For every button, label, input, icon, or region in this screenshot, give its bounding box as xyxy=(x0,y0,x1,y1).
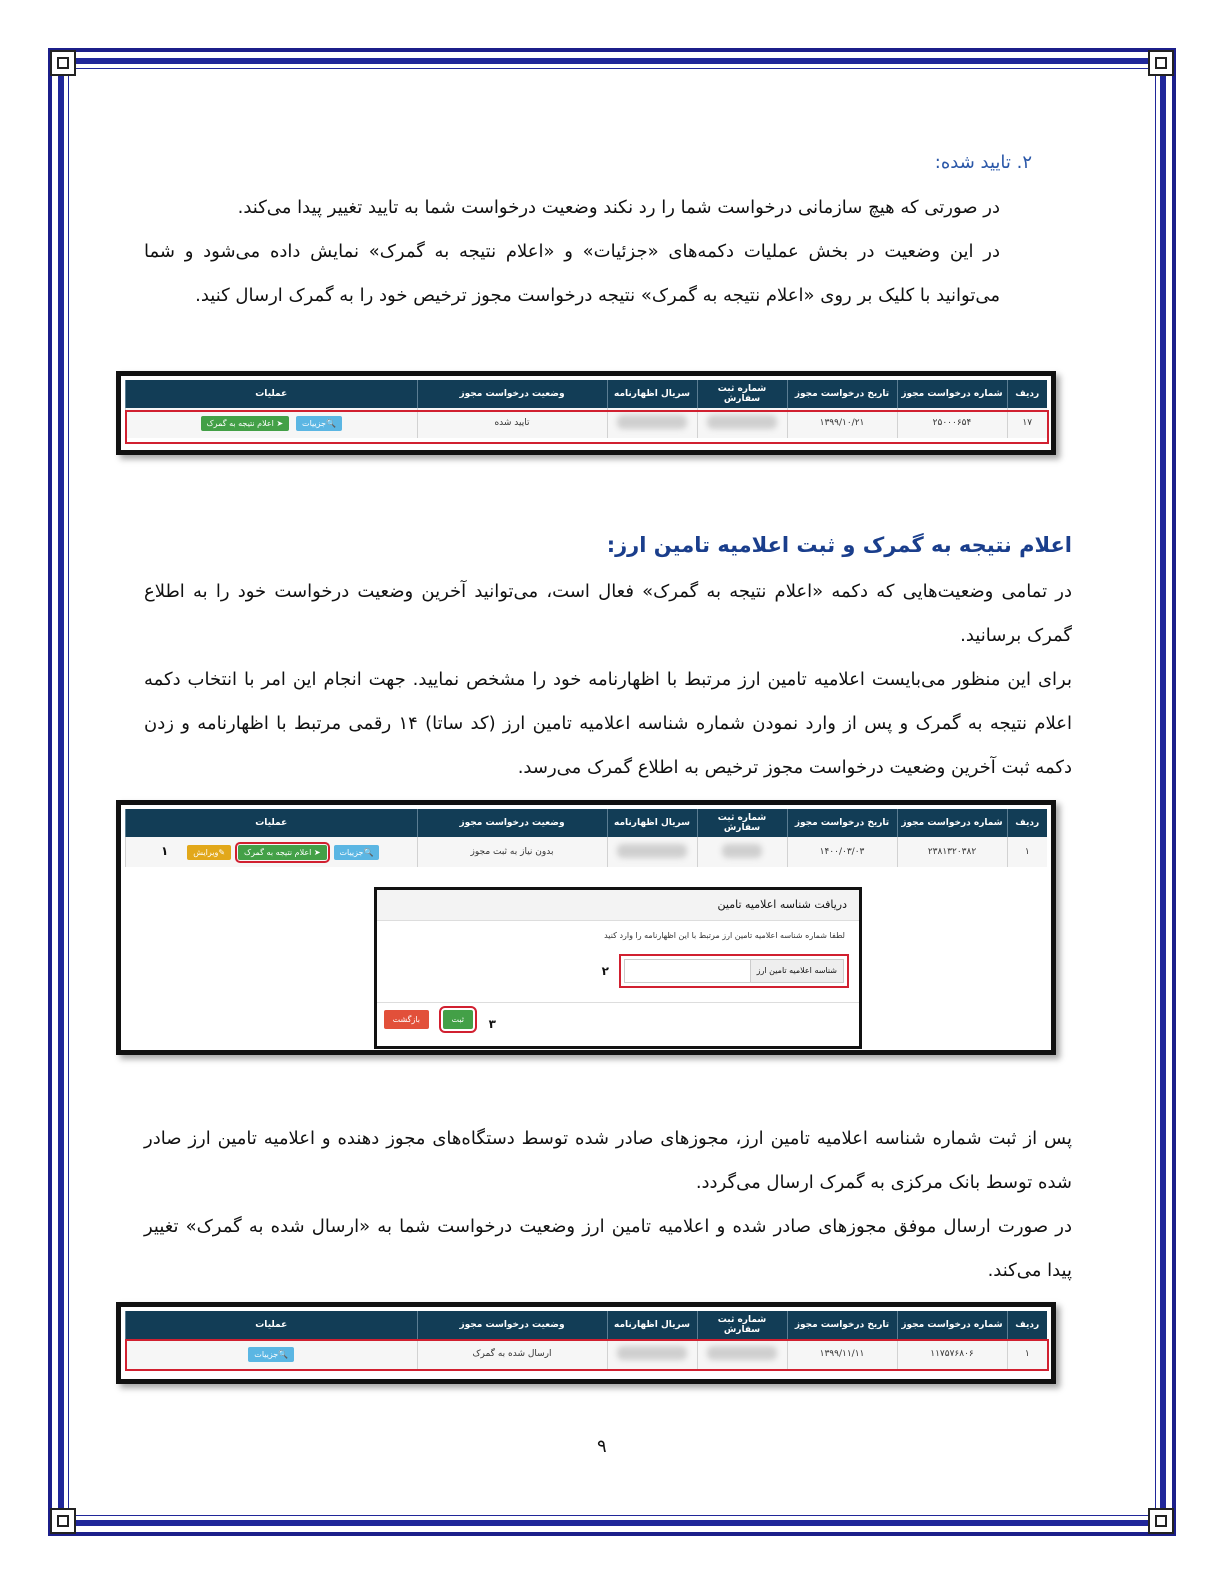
col-header: ردیف xyxy=(1007,380,1047,408)
details-button[interactable] xyxy=(334,845,380,860)
cell-index: ۱ xyxy=(1007,1339,1047,1369)
cell-request-no: ۱۱۷۵۷۶۸۰۶ xyxy=(897,1339,1007,1369)
frame-corner-ornament xyxy=(1148,1508,1174,1534)
sata-input-label: شناسه اعلامیه تامین ارز xyxy=(750,959,844,983)
col-header: ردیف xyxy=(1007,1311,1047,1339)
cell-serial-blurred xyxy=(607,837,697,867)
col-header: شماره درخواست مجوز xyxy=(897,1311,1007,1339)
col-header: شماره ثبت سفارش xyxy=(697,380,787,408)
notify-customs-button-label: اعلام نتیجه به گمرک xyxy=(206,418,274,428)
requests-table xyxy=(125,809,1047,867)
paragraph: برای این منظور می‌بایست اعلامیه تامین ارز مرتبط با اظهارنامه خود را مشخص نمایید. جهت انجام این امر با انتخاب دکمه اعلام نتیجه به گمرک و پس از وارد نمودن شماره شناسه اعلامیه تامین ارز (کد ساتا) ۱۴ رقمی مرتبط با اظهارنامه و زدن دکمه ثبت آخرین وضعیت درخواست مجوز ترخیص به اطلاع گمرک می‌رسد. xyxy=(144,669,1072,778)
col-header: سریال اظهارنامه xyxy=(607,809,697,837)
col-header: عملیات xyxy=(126,380,418,408)
cell-order-no-blurred xyxy=(697,837,787,867)
col-header: شماره ثبت سفارش xyxy=(697,1311,787,1339)
highlight-box xyxy=(125,1339,1049,1371)
highlight-box xyxy=(125,410,1049,444)
screenshot-table-approved xyxy=(116,371,1056,455)
col-header: عملیات xyxy=(126,1311,418,1339)
page-number: ۹ xyxy=(597,1436,607,1457)
cell-status: بدون نیاز به ثبت مجوز xyxy=(417,837,607,867)
cell-date: ۱۳۹۹/۱۰/۲۱ xyxy=(787,408,897,438)
step-number: ۱ xyxy=(161,844,169,858)
paragraph: در این وضعیت در بخش عملیات دکمه‌های «جزئیات» و «اعلام نتیجه به گمرک» نمایش داده می‌شود و شما می‌توانید با کلیک بر روی «اعلام نتیجه به گمرک» نتیجه درخواست مجوز ترخیص خود را به گمرک ارسال کنید. xyxy=(144,241,1000,306)
col-header: وضعیت درخواست مجوز xyxy=(417,809,607,837)
cell-status: تایید شده xyxy=(417,408,607,438)
section-notify-text xyxy=(144,570,1072,790)
col-header: عملیات xyxy=(126,809,418,837)
step-number: ۳ xyxy=(488,1017,496,1031)
notify-customs-button-label: اعلام نتیجه به گمرک xyxy=(243,848,312,857)
details-button-label: جزییات xyxy=(339,848,364,857)
cell-actions xyxy=(126,837,418,867)
search-icon: 🔍 xyxy=(278,1349,289,1359)
col-header: تاریخ درخواست مجوز xyxy=(787,809,897,837)
cell-request-no: ۲۵۰۰۰۶۵۴ xyxy=(897,408,1007,438)
col-header: ردیف xyxy=(1007,809,1047,837)
screenshot-notify-dialog xyxy=(116,800,1056,1055)
send-icon: ➤ xyxy=(311,848,321,857)
frame-corner-ornament xyxy=(50,50,76,76)
table-row xyxy=(126,837,1048,867)
step-number: ۲ xyxy=(601,964,609,978)
submit-button[interactable]: ثبت xyxy=(443,1010,474,1029)
details-button-label: جزییات xyxy=(302,418,326,428)
sata-modal xyxy=(374,887,862,1049)
cell-date: ۱۳۹۹/۱۱/۱۱ xyxy=(787,1339,897,1369)
edit-button-label: ویرایش xyxy=(193,848,219,857)
cell-request-no: ۲۳۸۱۳۲۰۳۸۲ xyxy=(897,837,1007,867)
section-approved-text xyxy=(144,186,1000,318)
col-header: وضعیت درخواست مجوز xyxy=(417,380,607,408)
notify-customs-button[interactable] xyxy=(238,845,327,860)
col-header: شماره درخواست مجوز xyxy=(897,380,1007,408)
edit-button[interactable] xyxy=(187,845,231,860)
modal-hint: لطفا شماره شناسه اعلامیه تامین ارز مرتبط با این اظهارنامه را وارد کنید xyxy=(604,931,845,940)
col-header: وضعیت درخواست مجوز xyxy=(417,1311,607,1339)
paragraph: در صورتی که هیچ سازمانی درخواست شما را رد نکند وضعیت درخواست شما به تایید تغییر پیدا می‌کند. xyxy=(237,197,1000,218)
cell-index: ۱ xyxy=(1007,837,1047,867)
cell-index: ۱۷ xyxy=(1007,408,1047,438)
sata-input-group xyxy=(619,954,849,988)
cell-date: ۱۴۰۰/۰۳/۰۳ xyxy=(787,837,897,867)
col-header: شماره درخواست مجوز xyxy=(897,809,1007,837)
back-button[interactable]: بازگشت xyxy=(384,1010,429,1029)
search-icon: 🔍 xyxy=(326,418,336,428)
col-header: تاریخ درخواست مجوز xyxy=(787,380,897,408)
frame-corner-ornament xyxy=(1148,50,1174,76)
col-header: سریال اظهارنامه xyxy=(607,380,697,408)
sata-input[interactable] xyxy=(624,959,750,983)
send-icon: ➤ xyxy=(273,418,284,428)
paragraph: در صورت ارسال موفق مجوزهای صادر شده و اعلامیه تامین ارز وضعیت درخواست شما به «ارسال شده به گمرک» تغییر پیدا می‌کند. xyxy=(144,1216,1072,1281)
col-header: تاریخ درخواست مجوز xyxy=(787,1311,897,1339)
col-header: سریال اظهارنامه xyxy=(607,1311,697,1339)
col-header: شماره ثبت سفارش xyxy=(697,809,787,837)
screenshot-table-sent xyxy=(116,1302,1056,1384)
section-title-notify: اعلام نتیجه به گمرک و ثبت اعلامیه تامین ارز: xyxy=(606,533,1072,557)
paragraph: در تمامی وضعیت‌هایی که دکمه «اعلام نتیجه به گمرک» فعال است، می‌توانید آخرین وضعیت درخواست خود را به اطلاع گمرک برسانید. xyxy=(144,581,1072,646)
edit-icon: ✎ xyxy=(218,848,226,857)
search-icon: 🔍 xyxy=(363,848,374,857)
frame-corner-ornament xyxy=(50,1508,76,1534)
modal-title: دریافت شناسه اعلامیه تامین xyxy=(377,890,859,921)
cell-status: ارسال شده به گمرک xyxy=(417,1339,607,1369)
details-button-label: جزییات xyxy=(254,1349,279,1359)
paragraph: پس از ثبت شماره شناسه اعلامیه تامین ارز، مجوزهای صادر شده توسط دستگاه‌های مجوز دهنده و اعلامیه تامین ارز صادر شده توسط بانک مرکزی به گمرک ارسال می‌گردد. xyxy=(144,1128,1072,1193)
section-after-text xyxy=(144,1117,1072,1293)
section-title-approved: ۲. تایید شده: xyxy=(934,152,1032,173)
